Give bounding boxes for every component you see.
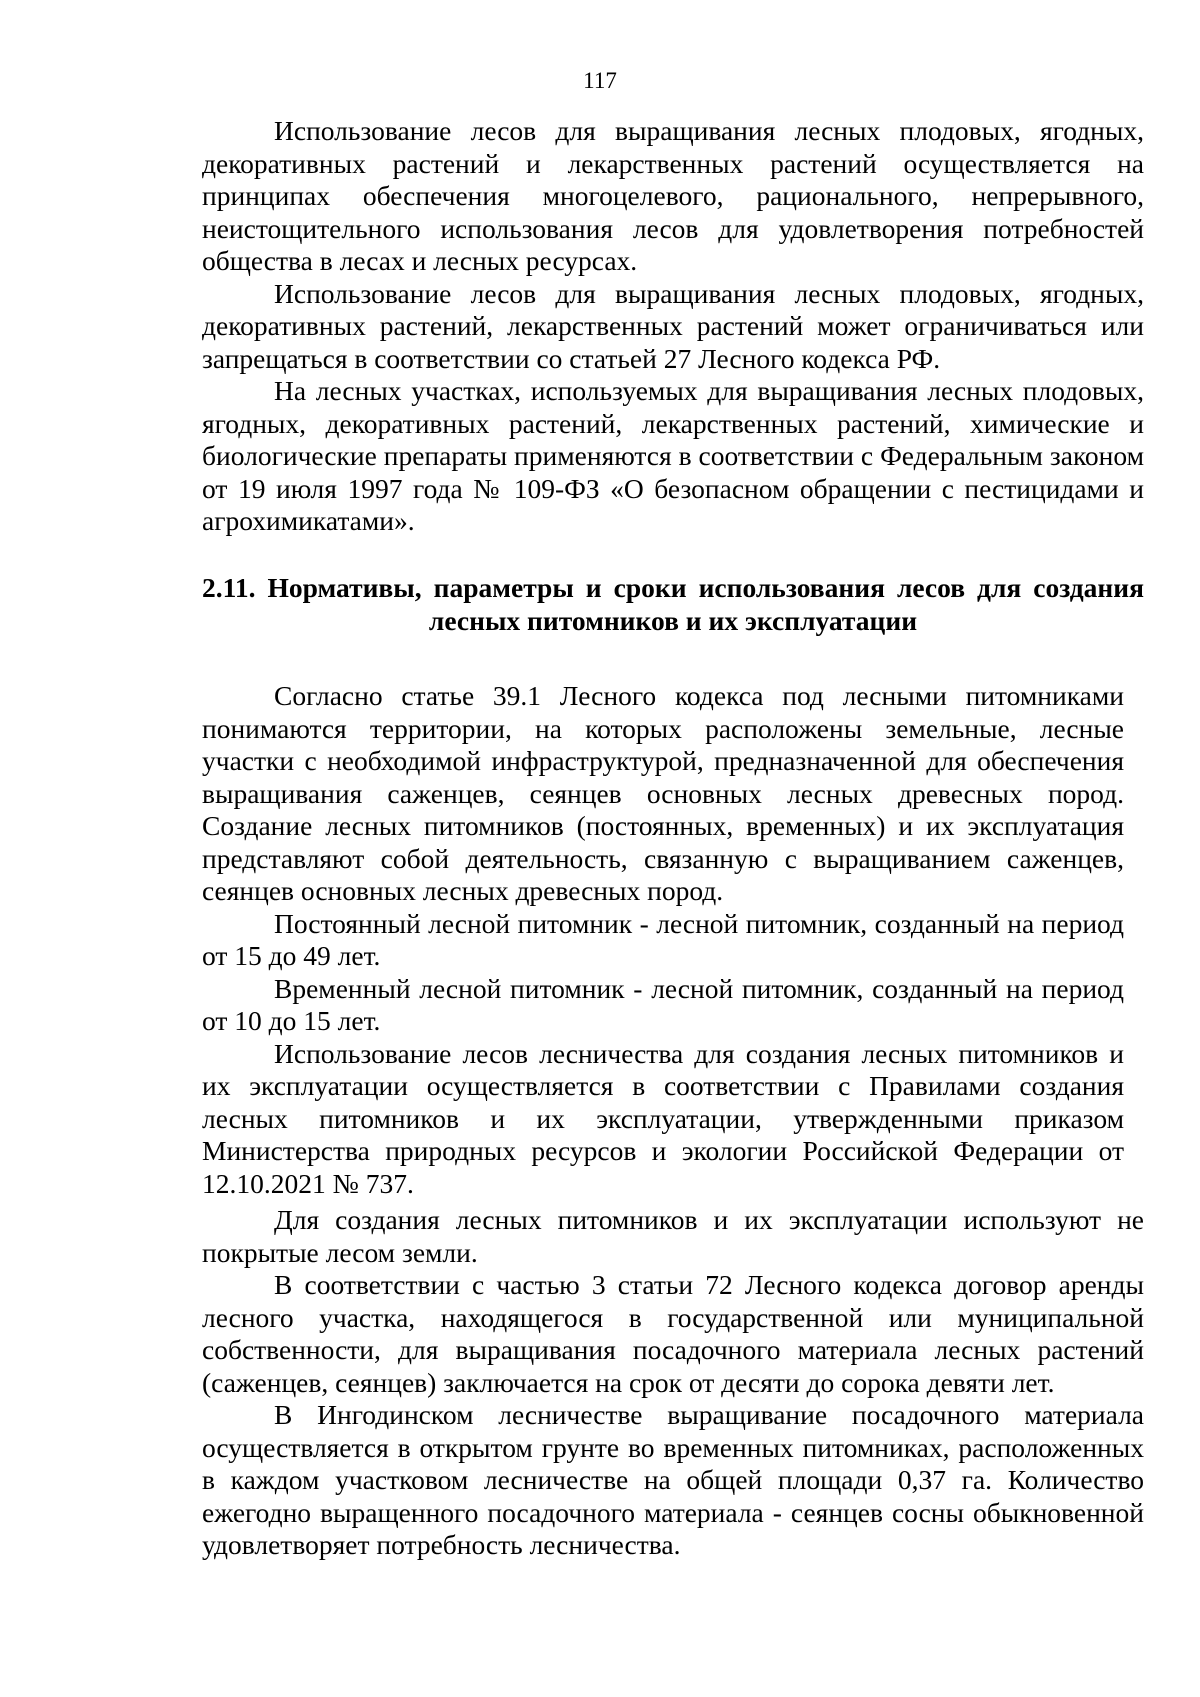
body-paragraph: Для создания лесных питомников и их эксплуатации используют не покрытые лесом земли.	[202, 1204, 1144, 1268]
body-paragraph: На лесных участках, используемых для выращивания лесных плодовых, ягодных, декоративных растений, лекарственных растений, химические и биологические препараты применяются в соответствии с Федеральным законом от 19 июля 1997 года № 109-ФЗ «О безопасном обращении с пестицидами и агрохимикатами».	[202, 375, 1144, 536]
nursery-usage-section	[202, 1204, 1144, 1562]
body-paragraph: Использование лесов лесничества для создания лесных питомников и их эксплуатации осуществляется в соответствии с Правилами создания лесных питомников и их эксплуатации, утвержденными приказом Министерства природных ресурсов и экологии Российской Федерации от 12.10.2021 № 737.	[202, 1037, 1124, 1199]
body-paragraph: Согласно статье 39.1 Лесного кодекса под лесными питомниками понимаются территории, на которых расположены земельные, лесные участки с необходимой инфраструктурой, предназначенной для обеспечения выращивания саженцев, сеянцев основных лесных древесных пород. Создание лесных питомников (постоянных, временных) и их эксплуатация представляют собой деятельность, связанную с выращиванием саженцев, сеянцев основных лесных древесных пород.	[202, 680, 1124, 906]
section-heading	[202, 571, 1144, 637]
nursery-definition-section	[202, 680, 1124, 1200]
body-paragraph: В Ингодинском лесничестве выращивание посадочного материала осуществляется в открытом грунте во временных питомниках, расположенных в каждом участковом лесничестве на общей площади 0,37 га. Количество ежегодно выращенного посадочного материала - сеянцев сосны обыкновенной удовлетворяет потребность лесничества.	[202, 1399, 1144, 1560]
section-heading-line-1: 2.11. Нормативы, параметры и сроки использования лесов для создания	[202, 572, 1144, 603]
page-number: 117	[583, 68, 617, 93]
body-paragraph: В соответствии с частью 3 статьи 72 Лесного кодекса договор аренды лесного участка, находящегося в государственной или муниципальной собственности, для выращивания посадочного материала лесных растений (саженцев, сеянцев) заключается на срок от десяти до сорока девяти лет.	[202, 1269, 1144, 1398]
body-paragraph: Временный лесной питомник - лесной питомник, созданный на период от 10 до 15 лет.	[202, 972, 1124, 1036]
body-paragraph: Использование лесов для выращивания лесных плодовых, ягодных, декоративных растений, лекарственных растений может ограничиваться или запрещаться в соответствии со статьей 27 Лесного кодекса РФ.	[202, 277, 1144, 374]
section-heading-line-2: лесных питомников и их эксплуатации	[428, 605, 918, 636]
forest-fruit-use-section	[202, 115, 1144, 538]
body-paragraph: Постоянный лесной питомник - лесной питомник, созданный на период от 15 до 49 лет.	[202, 907, 1124, 971]
body-paragraph: Использование лесов для выращивания лесных плодовых, ягодных, декоративных растений и лекарственных растений осуществляется на принципах обеспечения многоцелевого, рационального, непрерывного, неистощительного использования лесов для удовлетворения потребностей общества в лесах и лесных ресурсах.	[202, 115, 1144, 276]
